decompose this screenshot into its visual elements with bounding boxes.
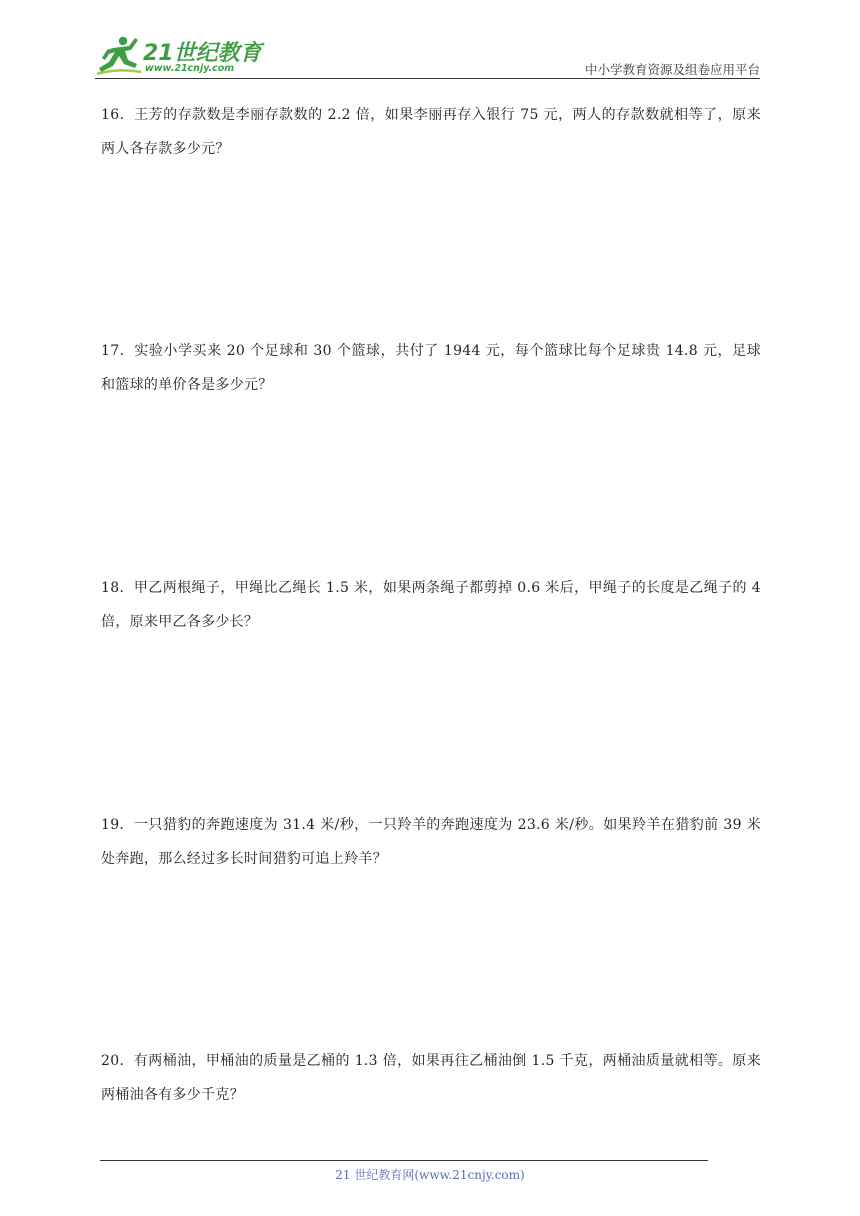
platform-title: 中小学教育资源及组卷应用平台 xyxy=(584,62,760,77)
question-18: 18．甲乙两根绳子，甲绳比乙绳长 1.5 米，如果两条绳子都剪掉 0.6 米后，甲绳子的长度是乙绳子的 4 倍，原来甲乙各多少长？ xyxy=(101,580,761,630)
page-header xyxy=(0,0,860,80)
question-17: 17．实验小学买来 20 个足球和 30 个篮球，共付了 1944 元，每个篮球比每个足球贵 14.8 元，足球和篮球的单价各是多少元？ xyxy=(101,343,761,393)
logo-url: www.21cnjy.com xyxy=(145,63,235,74)
footer-divider xyxy=(100,1160,708,1161)
brand-logo[interactable] xyxy=(95,34,265,78)
question-20: 20．有两桶油，甲桶油的质量是乙桶的 1.3 倍，如果再往乙桶油倒 1.5 千克，两桶油质量就相等。原来两桶油各有多少千克？ xyxy=(101,1053,761,1103)
runner-logo-icon xyxy=(95,34,145,78)
logo-wordmark: 21世纪教育 xyxy=(143,41,262,66)
question-19: 19．一只猎豹的奔跑速度为 31.4 米/秒，一只羚羊的奔跑速度为 23.6 米/秒。如果羚羊在猎豹前 39 米处奔跑，那么经过多长时间猎豹可追上羚羊？ xyxy=(101,817,761,867)
question-16: 16．王芳的存款数是李丽存款数的 2.2 倍，如果李丽再存入银行 75 元，两人的存款数就相等了，原来两人各存款多少元？ xyxy=(101,107,761,157)
header-divider xyxy=(95,78,760,79)
footer-link[interactable]: 21 世纪教育网(www.21cnjy.com) xyxy=(335,1168,525,1182)
